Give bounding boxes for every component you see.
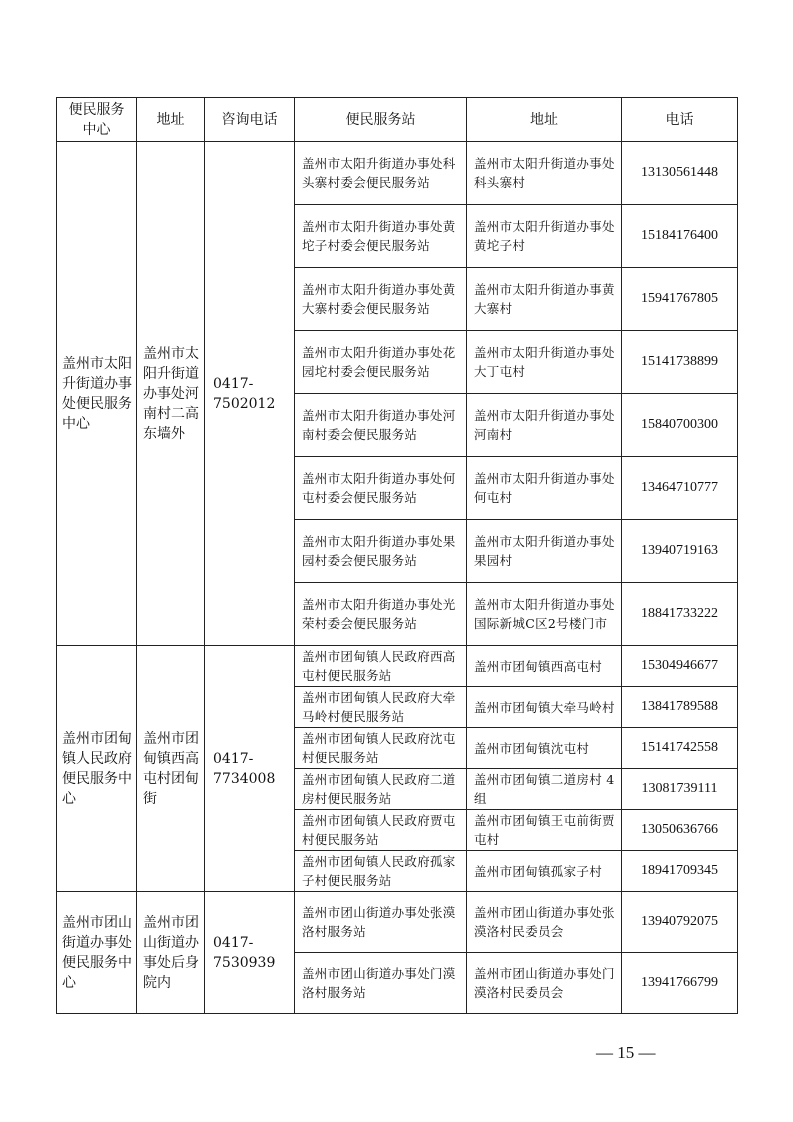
station-address: 盖州市团山街道办事处门漠洛村民委员会 xyxy=(467,953,622,1014)
station-name: 盖州市太阳升街道办事处科头寨村委会便民服务站 xyxy=(295,142,467,205)
station-name: 盖州市团甸镇人民政府大牵马岭村便民服务站 xyxy=(295,687,467,728)
station-phone: 13050636766 xyxy=(622,810,738,851)
station-phone: 13081739111 xyxy=(622,769,738,810)
station-address: 盖州市太阳升街道办事处大丁屯村 xyxy=(467,331,622,394)
station-phone: 18941709345 xyxy=(622,851,738,892)
station-address: 盖州市团甸镇大牵马岭村 xyxy=(467,687,622,728)
station-phone: 15141742558 xyxy=(622,728,738,769)
station-name: 盖州市团甸镇人民政府二道房村便民服务站 xyxy=(295,769,467,810)
station-address: 盖州市团甸镇王屯前街贾屯村 xyxy=(467,810,622,851)
station-name: 盖州市团山街道办事处张漠洛村服务站 xyxy=(295,892,467,953)
station-address: 盖州市太阳升街道办事处黄坨子村 xyxy=(467,205,622,268)
station-name: 盖州市太阳升街道办事处花园坨村委会便民服务站 xyxy=(295,331,467,394)
station-address: 盖州市太阳升街道办事处科头寨村 xyxy=(467,142,622,205)
station-phone: 15941767805 xyxy=(622,268,738,331)
station-name: 盖州市太阳升街道办事处河南村委会便民服务站 xyxy=(295,394,467,457)
consult-phone: 0417-7530939 xyxy=(205,892,295,1014)
table-header-row xyxy=(57,98,738,142)
table-row xyxy=(57,646,738,687)
station-name: 盖州市团山街道办事处门漠洛村服务站 xyxy=(295,953,467,1014)
station-phone: 13941766799 xyxy=(622,953,738,1014)
station-phone: 18841733222 xyxy=(622,583,738,646)
station-phone: 15304946677 xyxy=(622,646,738,687)
station-name: 盖州市太阳升街道办事处光荣村委会便民服务站 xyxy=(295,583,467,646)
header-station-address: 地址 xyxy=(467,98,622,142)
center-name: 盖州市团甸镇人民政府便民服务中心 xyxy=(57,646,137,892)
center-address: 盖州市团甸镇西高屯村团甸街 xyxy=(137,646,205,892)
station-address: 盖州市团甸镇西高屯村 xyxy=(467,646,622,687)
table-row xyxy=(57,892,738,953)
center-address: 盖州市太阳升街道办事处河南村二高东墙外 xyxy=(137,142,205,646)
station-address: 盖州市团甸镇沈屯村 xyxy=(467,728,622,769)
station-phone: 13130561448 xyxy=(622,142,738,205)
page-number: — 15 — xyxy=(596,1043,656,1062)
station-name: 盖州市太阳升街道办事处果园村委会便民服务站 xyxy=(295,520,467,583)
station-address: 盖州市太阳升街道办事黄大寨村 xyxy=(467,268,622,331)
station-address: 盖州市太阳升街道办事处国际新城C区2号楼门市 xyxy=(467,583,622,646)
consult-phone: 0417-7502012 xyxy=(205,142,295,646)
header-phone: 电话 xyxy=(622,98,738,142)
header-center: 便民服务中心 xyxy=(57,98,137,142)
station-phone: 13841789588 xyxy=(622,687,738,728)
header-consult-phone: 咨询电话 xyxy=(205,98,295,142)
station-phone: 13940792075 xyxy=(622,892,738,953)
station-name: 盖州市太阳升街道办事处黄坨子村委会便民服务站 xyxy=(295,205,467,268)
station-address: 盖州市团甸镇孤家子村 xyxy=(467,851,622,892)
station-phone: 15141738899 xyxy=(622,331,738,394)
station-address: 盖州市太阳升街道办事处何屯村 xyxy=(467,457,622,520)
service-station-table xyxy=(56,97,738,1014)
table-row xyxy=(57,142,738,205)
station-address: 盖州市太阳升街道办事处河南村 xyxy=(467,394,622,457)
station-name: 盖州市太阳升街道办事处何屯村委会便民服务站 xyxy=(295,457,467,520)
station-name: 盖州市太阳升街道办事处黄大寨村委会便民服务站 xyxy=(295,268,467,331)
station-name: 盖州市团甸镇人民政府孤家子村便民服务站 xyxy=(295,851,467,892)
station-phone: 13464710777 xyxy=(622,457,738,520)
consult-phone: 0417-7734008 xyxy=(205,646,295,892)
station-name: 盖州市团甸镇人民政府沈屯村便民服务站 xyxy=(295,728,467,769)
station-name: 盖州市团甸镇人民政府西高屯村便民服务站 xyxy=(295,646,467,687)
station-phone: 15840700300 xyxy=(622,394,738,457)
station-name: 盖州市团甸镇人民政府贾屯村便民服务站 xyxy=(295,810,467,851)
center-name: 盖州市团山街道办事处便民服务中心 xyxy=(57,892,137,1014)
station-address: 盖州市太阳升街道办事处果园村 xyxy=(467,520,622,583)
station-address: 盖州市团甸镇二道房村 4 组 xyxy=(467,769,622,810)
center-address: 盖州市团山街道办事处后身院内 xyxy=(137,892,205,1014)
station-phone: 15184176400 xyxy=(622,205,738,268)
station-address: 盖州市团山街道办事处张漠洛村民委员会 xyxy=(467,892,622,953)
header-address: 地址 xyxy=(137,98,205,142)
center-name: 盖州市太阳升街道办事处便民服务中心 xyxy=(57,142,137,646)
station-phone: 13940719163 xyxy=(622,520,738,583)
header-station: 便民服务站 xyxy=(295,98,467,142)
